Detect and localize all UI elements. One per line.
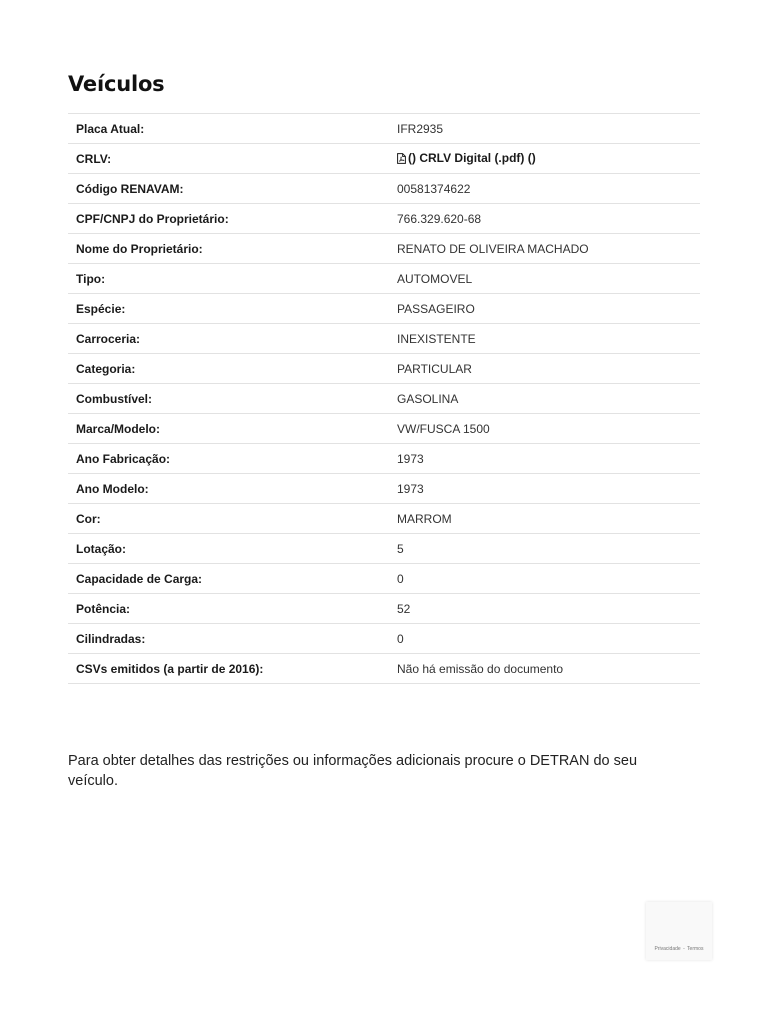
table-row xyxy=(68,204,700,234)
crlv-link-label: () CRLV Digital (.pdf) () xyxy=(408,150,536,165)
table-row xyxy=(68,294,700,324)
table-row xyxy=(68,624,700,654)
table-row xyxy=(68,594,700,624)
row-value-tipo: AUTOMOVEL xyxy=(389,264,700,294)
table-row xyxy=(68,234,700,264)
row-label-cpf-cnpj: CPF/CNPJ do Proprietário: xyxy=(68,204,389,234)
recaptcha-badge[interactable] xyxy=(646,902,712,960)
row-label-carroceria: Carroceria: xyxy=(68,324,389,354)
row-label-combustivel: Combustível: xyxy=(68,384,389,414)
row-value-lotacao: 5 xyxy=(389,534,700,564)
row-value-ano-modelo: 1973 xyxy=(389,474,700,504)
table-row xyxy=(68,354,700,384)
row-label-placa-atual: Placa Atual: xyxy=(68,114,389,144)
detran-info-note: Para obter detalhes das restrições ou informações adicionais procure o DETRAN do seu veículo. xyxy=(68,752,638,789)
row-label-csvs-emitidos: CSVs emitidos (a partir de 2016): xyxy=(68,654,389,684)
row-label-crlv: CRLV: xyxy=(68,144,389,174)
recaptcha-links xyxy=(646,946,712,952)
row-label-especie: Espécie: xyxy=(68,294,389,324)
vehicle-section xyxy=(68,70,700,684)
recaptcha-terms-link[interactable]: Termos xyxy=(687,946,704,952)
row-value-nome-proprietario: RENATO DE OLIVEIRA MACHADO xyxy=(389,234,700,264)
row-value-csvs-emitidos: Não há emissão do documento xyxy=(389,654,700,684)
recaptcha-privacy-link[interactable]: Privacidade xyxy=(654,946,681,952)
row-label-categoria: Categoria: xyxy=(68,354,389,384)
table-row xyxy=(68,144,700,174)
row-value-crlv xyxy=(389,144,700,174)
table-row xyxy=(68,264,700,294)
row-label-cor: Cor: xyxy=(68,504,389,534)
table-row xyxy=(68,534,700,564)
row-value-potencia: 52 xyxy=(389,594,700,624)
row-label-tipo: Tipo: xyxy=(68,264,389,294)
row-value-combustivel: GASOLINA xyxy=(389,384,700,414)
table-row xyxy=(68,504,700,534)
row-label-potencia: Potência: xyxy=(68,594,389,624)
table-row xyxy=(68,324,700,354)
file-pdf-icon xyxy=(397,153,406,167)
table-row xyxy=(68,174,700,204)
page-title: Veículos xyxy=(68,72,165,96)
table-row xyxy=(68,474,700,504)
table-row xyxy=(68,564,700,594)
row-value-cilindradas: 0 xyxy=(389,624,700,654)
row-label-codigo-renavam: Código RENAVAM: xyxy=(68,174,389,204)
table-row xyxy=(68,444,700,474)
row-value-cpf-cnpj: 766.329.620-68 xyxy=(389,204,700,234)
vehicle-details-table xyxy=(68,113,700,684)
row-label-marca-modelo: Marca/Modelo: xyxy=(68,414,389,444)
table-row xyxy=(68,414,700,444)
recaptcha-separator: - xyxy=(683,946,685,952)
row-label-ano-fabricacao: Ano Fabricação: xyxy=(68,444,389,474)
crlv-download-link[interactable] xyxy=(397,151,536,165)
row-label-cilindradas: Cilindradas: xyxy=(68,624,389,654)
row-value-especie: PASSAGEIRO xyxy=(389,294,700,324)
table-row xyxy=(68,384,700,414)
row-label-ano-modelo: Ano Modelo: xyxy=(68,474,389,504)
row-value-placa-atual: IFR2935 xyxy=(389,114,700,144)
row-value-marca-modelo: VW/FUSCA 1500 xyxy=(389,414,700,444)
row-value-carroceria: INEXISTENTE xyxy=(389,324,700,354)
table-row xyxy=(68,114,700,144)
row-value-cor: MARROM xyxy=(389,504,700,534)
row-value-ano-fabricacao: 1973 xyxy=(389,444,700,474)
row-value-categoria: PARTICULAR xyxy=(389,354,700,384)
row-value-codigo-renavam: 00581374622 xyxy=(389,174,700,204)
row-label-capacidade-carga: Capacidade de Carga: xyxy=(68,564,389,594)
row-label-lotacao: Lotação: xyxy=(68,534,389,564)
row-label-nome-proprietario: Nome do Proprietário: xyxy=(68,234,389,264)
row-value-capacidade-carga: 0 xyxy=(389,564,700,594)
table-row xyxy=(68,654,700,684)
